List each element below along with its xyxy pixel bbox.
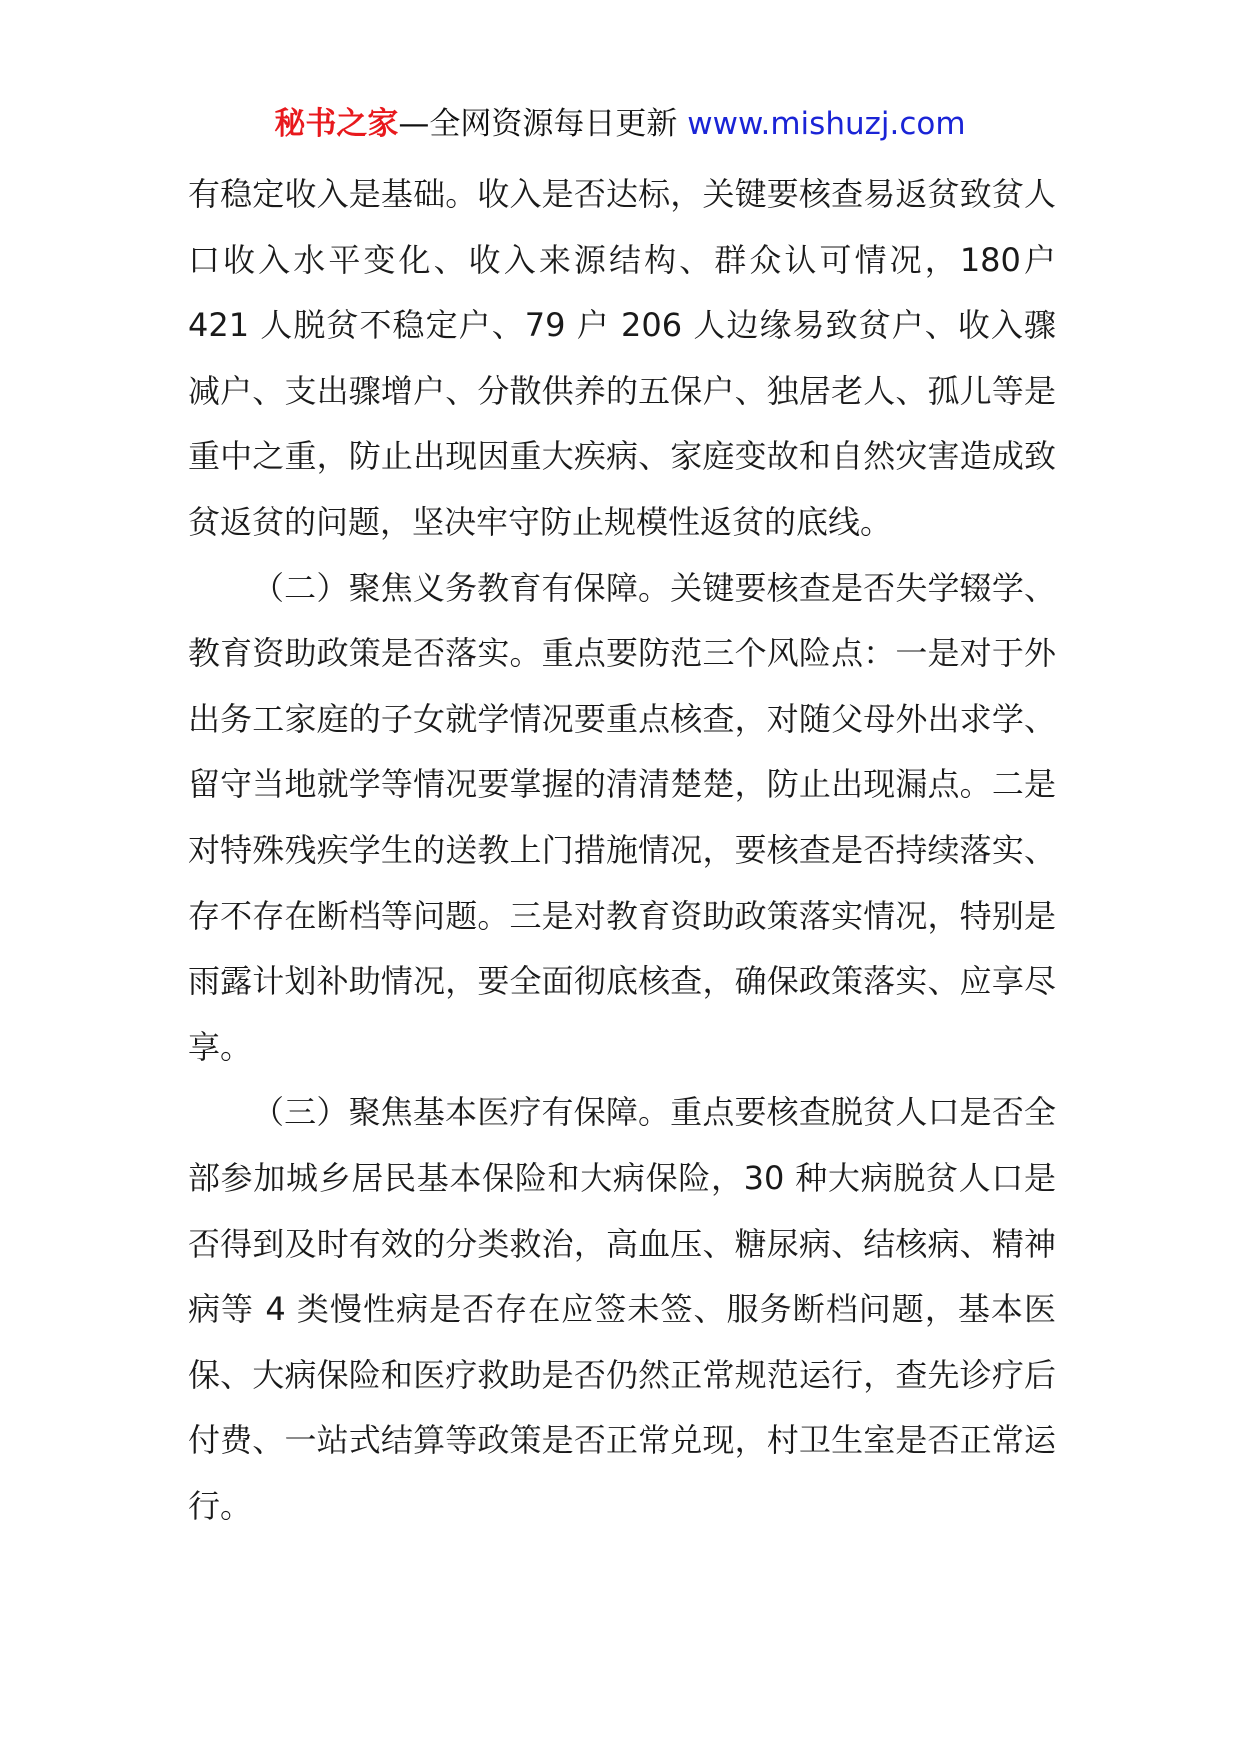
paragraph-education: （二）聚焦义务教育有保障。关键要核查是否失学辍学、教育资助政策是否落实。重点要防范三个风险点：一是对于外出务工家庭的子女就学情况要重点核查，对随父母外出求学、留守当地就学等情况要掌握的清清楚楚，防止出现漏点。二是对特殊残疾学生的送教上门措施情况，要核查是否持续落实、存不存在断档等问题。三是对教育资助政策落实情况，特别是雨露计划补助情况，要全面彻底核查，确保政策落实、应享尽享。 bbox=[188, 568, 1056, 1066]
header-slogan: —全网资源每日更新 bbox=[398, 106, 688, 142]
document-body bbox=[188, 162, 1056, 1539]
page-header bbox=[0, 100, 1240, 148]
paragraph-medical: （三）聚焦基本医疗有保障。重点要核查脱贫人口是否全部参加城乡居民基本保险和大病保险，30 种大病脱贫人口是否得到及时有效的分类救治，高血压、糖尿病、结核病、精神病等 4 类慢性病是否存在应签未签、服务断档问题，基本医保、大病保险和医疗救助是否仍然正常规范运行，查先诊疗后付费、一站式结算等政策是否正常兑现，村卫生室是否正常运行。 bbox=[188, 1093, 1056, 1525]
brand-name: 秘书之家 bbox=[274, 106, 399, 142]
site-url-link[interactable]: www.mishuzj.com bbox=[687, 106, 966, 142]
paragraph-income: 有稳定收入是基础。收入是否达标，关键要核查易返贫致贫人口收入水平变化、收入来源结构、群众认可情况，180户 421 人脱贫不稳定户、79 户 206 人边缘易致贫户、收入骤减户、支出骤增户、分散供养的五保户、独居老人、孤儿等是重中之重，防止出现因重大疾病、家庭变故和自然灾害造成致贫返贫的问题，坚决牢守防止规模性返贫的底线。 bbox=[188, 175, 1056, 541]
